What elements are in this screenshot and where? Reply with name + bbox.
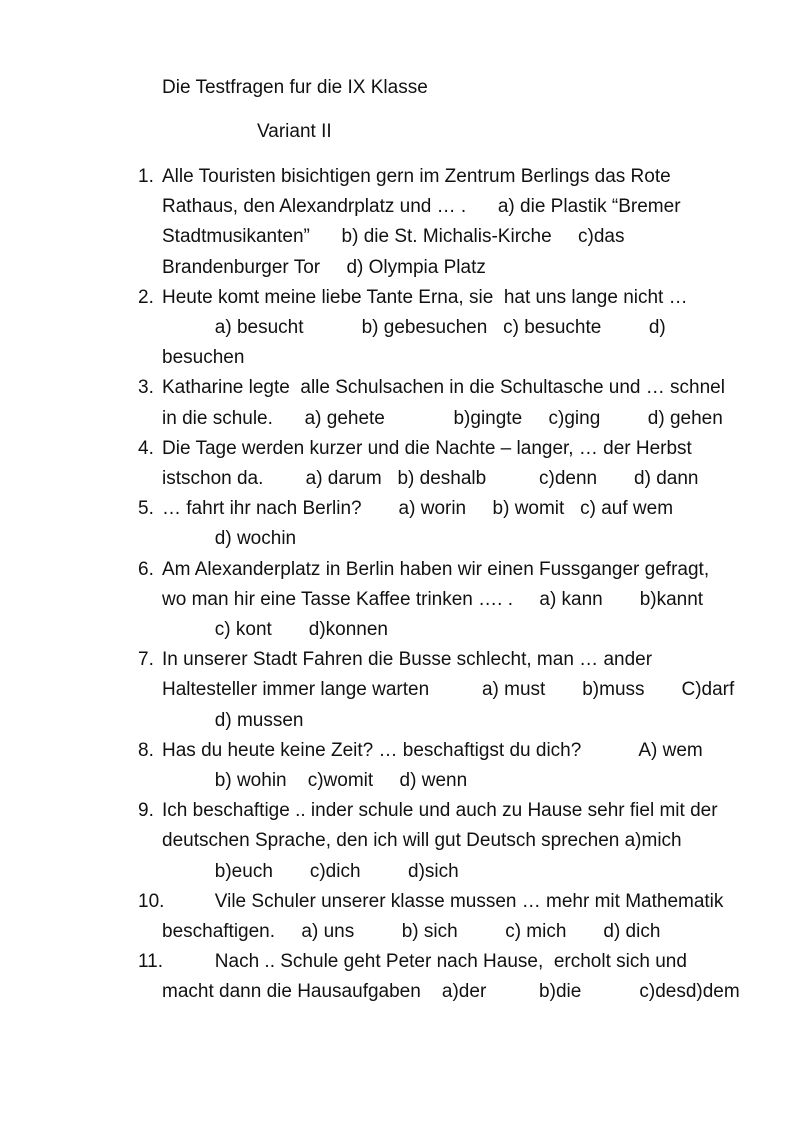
question-line: deutschen Sprache, den ich will gut Deutsch sprechen a)mich [162, 830, 682, 852]
question-line: b) wohin c)womit d) wenn [162, 770, 468, 791]
question-line: Vile Schuler unserer klasse mussen … mehr mit Mathematik [162, 890, 724, 912]
question-number: 10. [138, 890, 165, 912]
question-line: d) mussen [162, 709, 304, 731]
question-number: 5. [138, 498, 154, 520]
question-number: 11. [138, 951, 164, 973]
question-line: besuchen [162, 347, 245, 369]
question-number: 6. [138, 558, 154, 580]
variant-label: Variant II [257, 121, 332, 142]
question-line: Die Tage werden kurzer und die Nachte – langer, … der Herbst [162, 437, 692, 459]
question-line: Haltesteller immer lange warten a) must b)muss C)darf [162, 679, 735, 701]
question-line: c) kont d)konnen [162, 619, 388, 640]
question-line: macht dann die Hausaufgaben a)der b)die c)desd)dem [162, 981, 740, 1003]
question-number: 3. [138, 377, 154, 399]
question-line: a) besucht b) gebesuchen c) besuchte d) [162, 317, 666, 338]
question-line: … fahrt ihr nach Berlin? a) worin b) womit c) auf wem [162, 498, 674, 520]
document-title: Die Testfragen fur die IX Klasse [162, 77, 428, 98]
question-line: Nach .. Schule geht Peter nach Hause, ercholt sich und [162, 951, 687, 973]
question-line: b)euch c)dich d)sich [162, 860, 459, 882]
question-number: 4. [138, 437, 154, 459]
question-number: 7. [138, 649, 154, 671]
question-line: in die schule. a) gehete b)gingte c)ging d) gehen [162, 407, 723, 429]
question-line: Stadtmusikanten” b) die St. Michalis-Kirche c)das [162, 226, 625, 248]
question-number: 1. [138, 166, 154, 187]
question-number: 8. [138, 739, 154, 761]
question-line: Katharine legte alle Schulsachen in die Schultasche und … schnel [162, 377, 725, 399]
question-line: beschaftigen. a) uns b) sich c) mich d) dich [162, 921, 661, 942]
question-line: Am Alexanderplatz in Berlin haben wir einen Fussganger gefragt, [162, 558, 710, 580]
question-line: Brandenburger Tor d) Olympia Platz [162, 256, 486, 278]
question-line: Heute komt meine liebe Tante Erna, sie hat uns lange nicht … [162, 286, 688, 308]
question-number: 2. [138, 286, 154, 308]
question-line: In unserer Stadt Fahren die Busse schlecht, man … ander [162, 649, 653, 671]
question-line: wo man hir eine Tasse Kaffee trinken …. . a) kann b)kannt [162, 588, 704, 610]
question-number: 9. [138, 800, 154, 822]
question-line: Has du heute keine Zeit? … beschaftigst du dich? A) wem [162, 739, 703, 761]
question-line: Alle Touristen bisichtigen gern im Zentrum Berlings das Rote [162, 166, 671, 187]
question-line: Ich beschaftige .. inder schule und auch zu Hause sehr fiel mit der [162, 800, 718, 822]
question-line: Rathaus, den Alexandrplatz und … . a) die Plastik “Bremer [162, 196, 681, 218]
question-line: istschon da. a) darum b) deshalb c)denn d) dann [162, 468, 699, 489]
question-line: d) wochin [162, 528, 297, 550]
